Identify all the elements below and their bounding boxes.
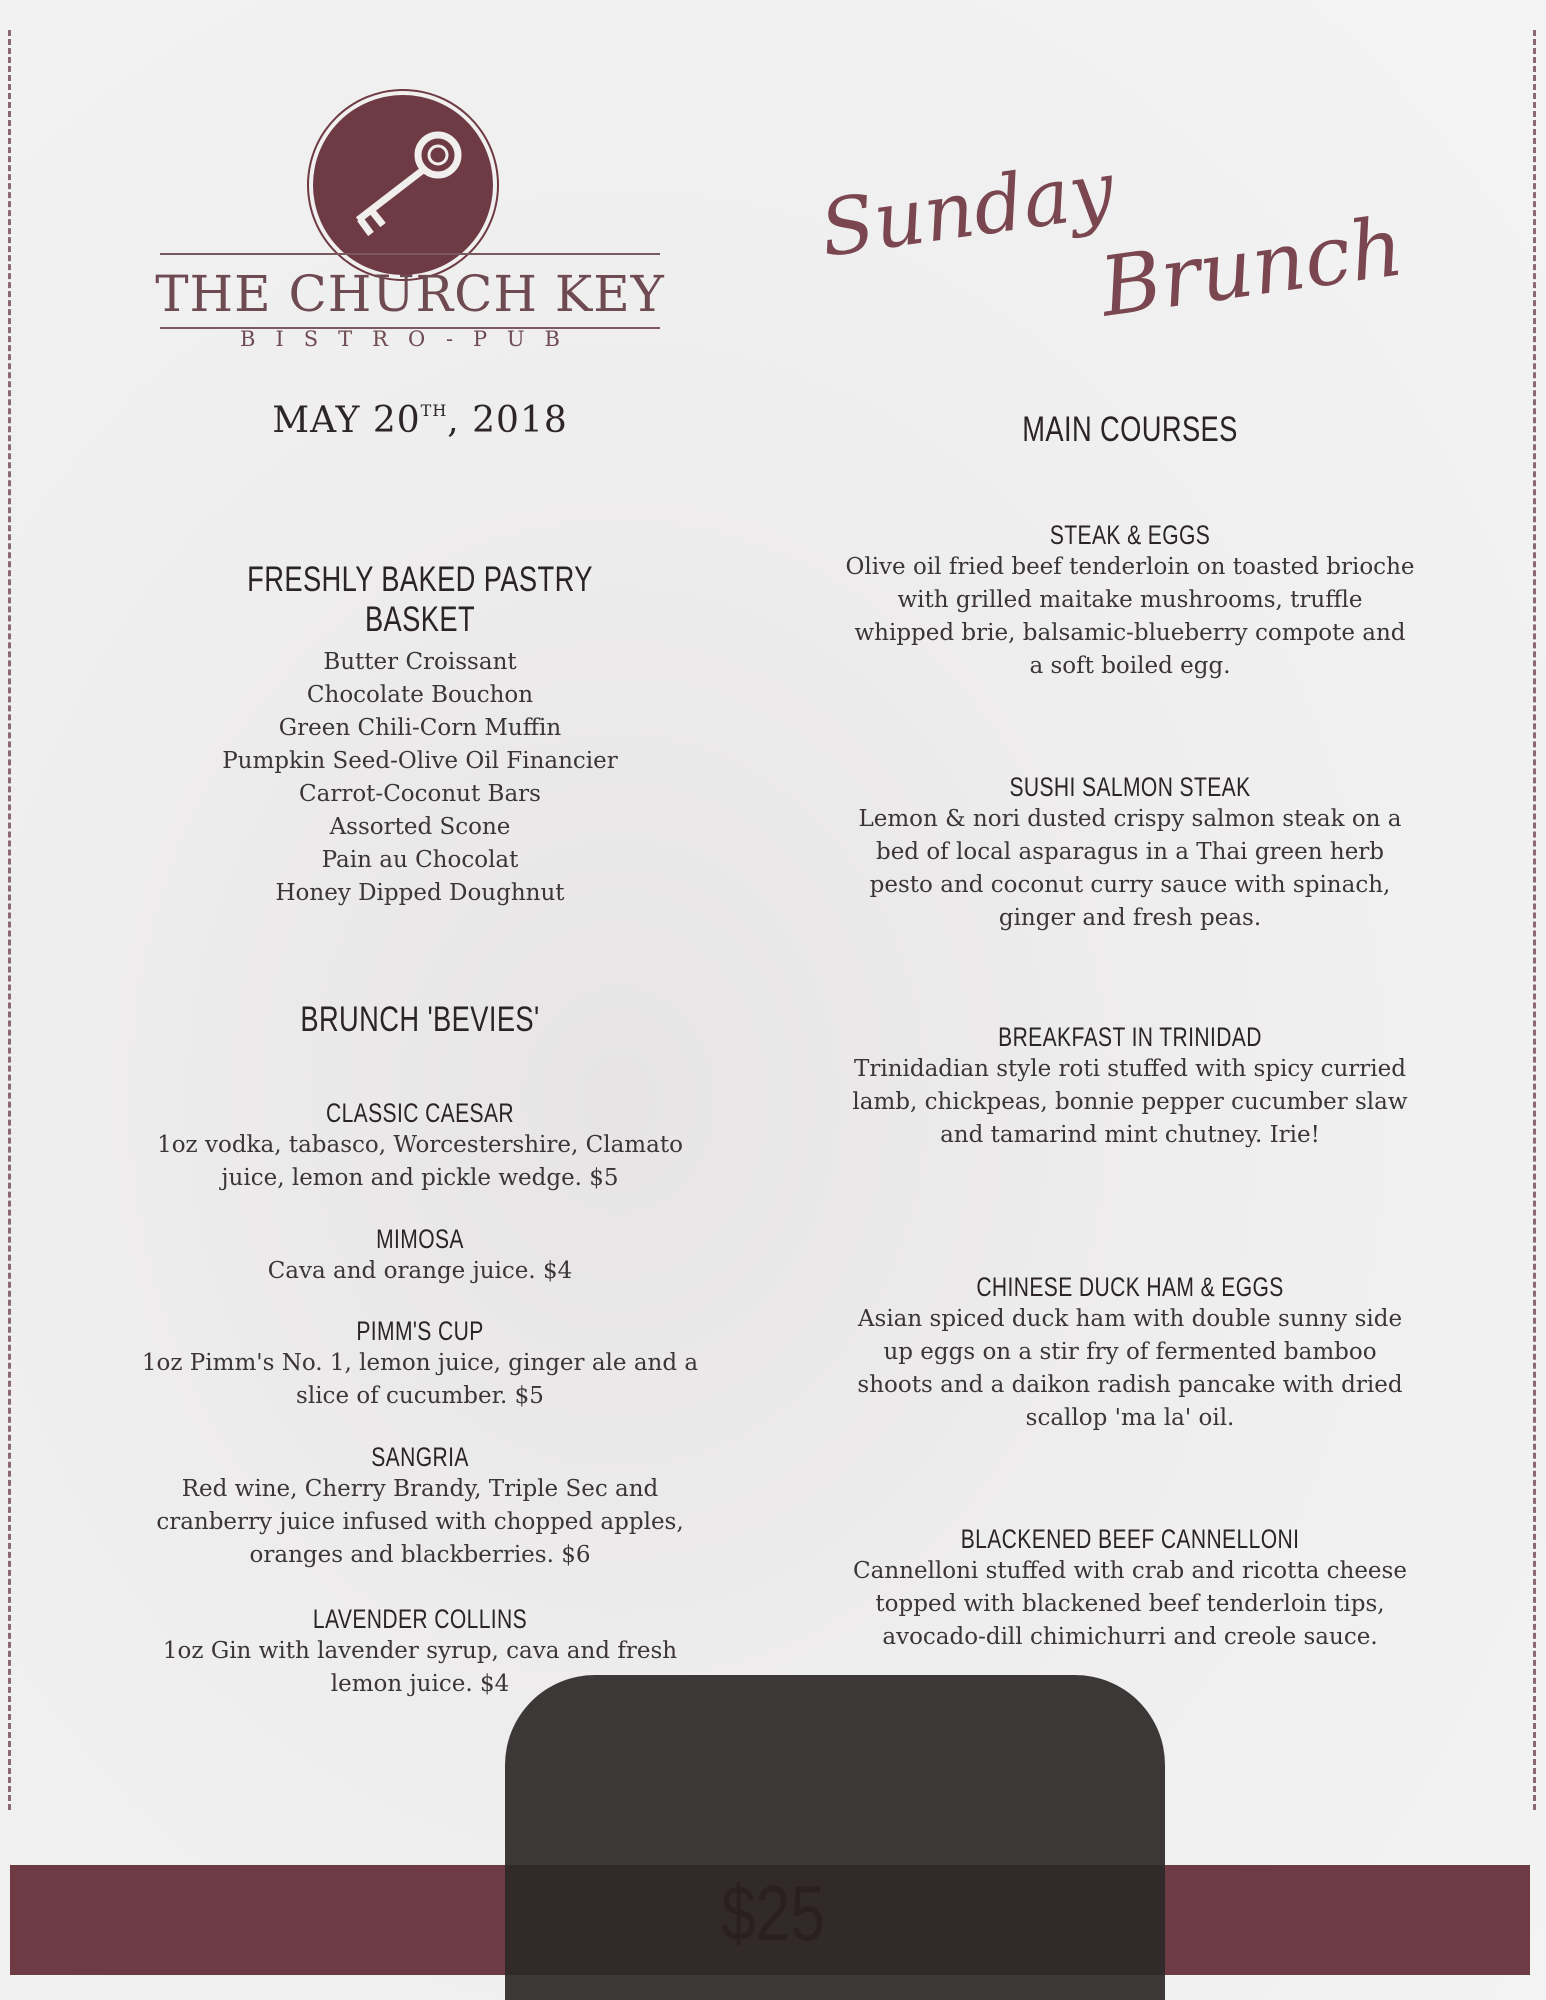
menu-date bbox=[150, 400, 690, 441]
bevy-description: 1oz Pimm's No. 1, lemon juice, ginger ale and a slice of cucumber. $5 bbox=[141, 1350, 699, 1409]
logo-emblem bbox=[313, 95, 493, 275]
pastry-section bbox=[130, 560, 710, 910]
pastry-heading: FRESHLY BAKED PASTRY BASKET bbox=[247, 560, 593, 639]
mains-heading-wrap bbox=[845, 410, 1415, 450]
mains-heading: MAIN COURSES bbox=[1022, 410, 1238, 449]
bevy-description: Cava and orange juice. $4 bbox=[267, 1258, 573, 1284]
main-course-description: Lemon & nori dusted crispy salmon steak on a bed of local asparagus in a Thai green herb pesto and coconut curry sauce with spinach, ginger and fresh peas. bbox=[858, 806, 1402, 931]
main-course-name: BLACKENED BEEF CANNELLONI bbox=[960, 1524, 1300, 1554]
main-course-item bbox=[845, 1524, 1415, 1654]
restaurant-subtitle: BISTRO-PUB bbox=[240, 327, 580, 351]
bevies-heading: BRUNCH 'BEVIES' bbox=[300, 1000, 540, 1039]
main-course-name: CHINESE DUCK HAM & EGGS bbox=[976, 1272, 1284, 1302]
bevy-description: 1oz Gin with lavender syrup, cava and fresh lemon juice. $4 bbox=[162, 1638, 678, 1697]
date-year: , 2018 bbox=[447, 400, 568, 441]
bevy-name: LAVENDER COLLINS bbox=[312, 1604, 528, 1634]
right-dashed-border bbox=[1533, 30, 1536, 1810]
main-course-name: BREAKFAST IN TRINIDAD bbox=[998, 1022, 1262, 1052]
date-month-day: MAY 20 bbox=[272, 400, 421, 441]
bevy-item bbox=[130, 1224, 710, 1288]
list-item: Carrot-Coconut Bars bbox=[299, 781, 541, 807]
list-item: Butter Croissant bbox=[323, 649, 517, 675]
main-course-name: STEAK & EGGS bbox=[1049, 520, 1211, 550]
title-word-brunch: Brunch bbox=[1094, 199, 1409, 336]
logo-rule-top bbox=[160, 253, 660, 255]
key-icon bbox=[313, 95, 493, 275]
main-course-description: Olive oil fried beef tenderloin on toasted brioche with grilled maitake mushrooms, truffle whipped brie, balsamic-blueberry compote and a soft boiled egg. bbox=[845, 554, 1415, 679]
bevy-item bbox=[130, 1442, 710, 1572]
main-course-description: Trinidadian style roti stuffed with spicy curried lamb, chickpeas, bonnie pepper cucumber slaw and tamarind mint chutney. Irie! bbox=[852, 1056, 1408, 1148]
list-item: Pumpkin Seed-Olive Oil Financier bbox=[222, 748, 618, 774]
list-item: Assorted Scone bbox=[329, 814, 511, 840]
main-course-item bbox=[845, 772, 1415, 935]
pastry-list bbox=[130, 646, 710, 910]
bevy-item bbox=[130, 1316, 710, 1413]
bevy-name: CLASSIC CAESAR bbox=[325, 1098, 515, 1128]
restaurant-name: THE CHURCH KEY bbox=[155, 265, 665, 323]
bevy-name: MIMOSA bbox=[376, 1224, 464, 1254]
bevy-name: PIMM'S CUP bbox=[356, 1316, 484, 1346]
list-item: Honey Dipped Doughnut bbox=[275, 880, 565, 906]
main-course-item bbox=[845, 1022, 1415, 1152]
main-course-item bbox=[845, 1272, 1415, 1435]
bevy-description: 1oz vodka, tabasco, Worcestershire, Clamato juice, lemon and pickle wedge. $5 bbox=[157, 1132, 683, 1191]
menu-price: $25 bbox=[720, 1869, 826, 1957]
bevy-name: SANGRIA bbox=[371, 1442, 469, 1472]
bevy-item bbox=[130, 1098, 710, 1195]
main-course-description: Asian spiced duck ham with double sunny side up eggs on a stir fry of fermented bamboo shoots and a daikon radish pancake with dried scallop 'ma la' oil. bbox=[857, 1306, 1403, 1431]
bevy-description: Red wine, Cherry Brandy, Triple Sec and cranberry juice infused with chopped apples, oranges and blackberries. $6 bbox=[156, 1476, 684, 1568]
date-suffix: TH bbox=[420, 401, 448, 420]
main-course-description: Cannelloni stuffed with crab and ricotta cheese topped with blackened beef tenderloin tips, avocado-dill chimichurri and creole sauce. bbox=[853, 1558, 1407, 1650]
left-dashed-border bbox=[8, 30, 11, 1810]
list-item: Green Chili-Corn Muffin bbox=[278, 715, 562, 741]
list-item: Chocolate Bouchon bbox=[306, 682, 534, 708]
main-course-item bbox=[845, 520, 1415, 683]
bevies-heading-wrap bbox=[130, 1000, 710, 1040]
menu-title bbox=[800, 140, 1420, 336]
main-course-name: SUSHI SALMON STEAK bbox=[1009, 772, 1251, 802]
title-word-sunday: Sunday bbox=[815, 144, 1120, 276]
list-item: Pain au Chocolat bbox=[321, 847, 519, 873]
restaurant-logo bbox=[150, 95, 690, 365]
